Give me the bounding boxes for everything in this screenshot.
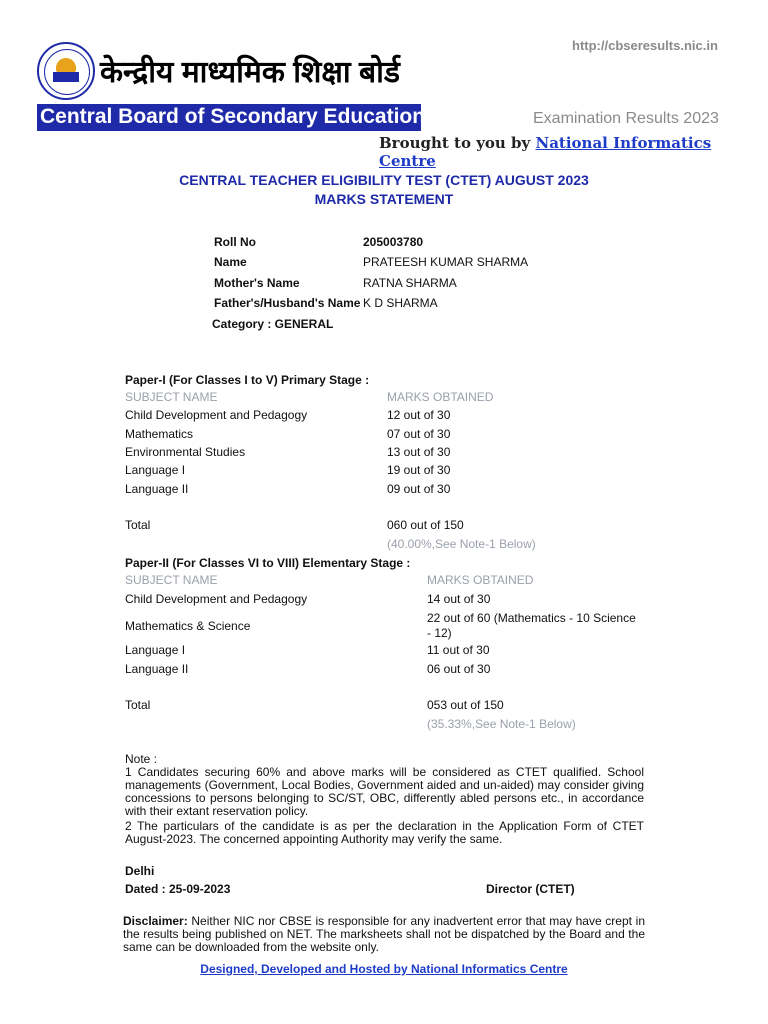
father-value: K D SHARMA — [363, 296, 438, 310]
brought-prefix: Brought to you by — [379, 134, 531, 152]
paper2-subject-header: SUBJECT NAME — [125, 573, 218, 587]
paper1-subject: Environmental Studies — [125, 445, 246, 459]
english-title-band — [37, 104, 426, 131]
paper1-title: Paper-I (For Classes I to V) Primary Stage : — [125, 373, 370, 387]
paper1-percent: (40.00%,See Note-1 Below) — [387, 537, 536, 551]
director-signature: Director (CTET) — [486, 882, 575, 896]
paper2-subject: Mathematics & Science — [125, 619, 251, 633]
brought-to-you — [379, 134, 768, 170]
paper1-subject: Child Development and Pedagogy — [125, 408, 308, 422]
mother-value: RATNA SHARMA — [363, 276, 457, 290]
exam-title: CENTRAL TEACHER ELIGIBILITY TEST (CTET) AUGUST 2023 — [179, 172, 589, 188]
paper1-marks: 07 out of 30 — [387, 427, 451, 441]
logo-book-icon — [53, 72, 79, 82]
paper2-marks: 11 out of 30 — [427, 643, 490, 657]
note-1: 1 Candidates securing 60% and above marks will be considered as CTET qualified. School managements (Government, Local Bodies, Government aided and un-aided) may consider giving concessions to persons belonging to SC/ST, OBC, differently abled persons etc., in accordance with their extant reservation policy. — [125, 765, 644, 818]
exam-results-label: Examination Results 2023 — [533, 110, 719, 127]
paper1-total-label: Total — [125, 518, 151, 532]
paper2-subject: Language II — [125, 662, 189, 676]
cbse-logo — [37, 42, 95, 100]
roll-label: Roll No — [214, 235, 256, 249]
notes-heading: Note : — [125, 752, 158, 766]
paper2-marks: 22 out of 60 (Mathematics - 10 Science — [427, 611, 636, 625]
marks-statement-title: MARKS STATEMENT — [314, 191, 454, 207]
paper1-subject: Language II — [125, 482, 189, 496]
paper2-percent: (35.33%,See Note-1 Below) — [427, 717, 576, 731]
place: Delhi — [125, 864, 155, 878]
roll-value: 205003780 — [363, 235, 424, 249]
name-value: PRATEESH KUMAR SHARMA — [363, 255, 529, 269]
site-url: http://cbseresults.nic.in — [572, 38, 718, 53]
paper1-marks: 09 out of 30 — [387, 482, 451, 496]
date-issued: Dated : 25-09-2023 — [125, 882, 231, 896]
disclaimer — [123, 915, 645, 954]
paper1-subject-header: SUBJECT NAME — [125, 390, 218, 404]
category: Category : GENERAL — [212, 317, 334, 331]
paper2-total: 053 out of 150 — [427, 698, 504, 712]
paper2-marks-cont: - 12) — [427, 626, 452, 640]
notes-section — [125, 753, 644, 846]
hindi-board-title: केन्द्रीय माध्यमिक शिक्षा बोर्ड — [100, 56, 400, 89]
english-board-title: Central Board of Secondary Education — [40, 105, 426, 128]
paper1-total: 060 out of 150 — [387, 518, 464, 532]
paper2-subject: Language I — [125, 643, 186, 657]
paper2-total-label: Total — [125, 698, 151, 712]
paper2-title: Paper-II (For Classes VI to VIII) Elementary Stage : — [125, 556, 411, 570]
paper1-subject: Mathematics — [125, 427, 194, 441]
paper2-marks-header: MARKS OBTAINED — [427, 573, 534, 587]
paper1-marks: 12 out of 30 — [387, 408, 451, 422]
disclaimer-text: Neither NIC nor CBSE is responsible for any inadvertent error that may have crept in the results being published on NET. The marksheets shall not be dispatched by the Board and the same can be downloaded from the website only. — [123, 914, 645, 954]
designed-by-link[interactable]: Designed, Developed and Hosted by National Informatics Centre — [200, 962, 568, 976]
paper2-subject: Child Development and Pedagogy — [125, 592, 308, 606]
paper2-marks: 14 out of 30 — [427, 592, 491, 606]
paper1-marks: 13 out of 30 — [387, 445, 451, 459]
disclaimer-label: Disclaimer: — [123, 914, 188, 928]
logo-lamp-icon — [56, 58, 76, 72]
note-2: 2 The particulars of the candidate is as per the declaration in the Application Form of CTET August-2023. The concerned appointing Authority may verify the same. — [125, 819, 644, 846]
nic-link[interactable]: National Informatics Centre — [379, 134, 712, 170]
name-label: Name — [214, 255, 247, 269]
paper1-marks: 19 out of 30 — [387, 463, 451, 477]
father-label: Father's/Husband's Name — [214, 296, 361, 310]
paper1-marks-header: MARKS OBTAINED — [387, 390, 494, 404]
paper1-subject: Language I — [125, 463, 186, 477]
mother-label: Mother's Name — [214, 276, 300, 290]
paper2-marks: 06 out of 30 — [427, 662, 491, 676]
